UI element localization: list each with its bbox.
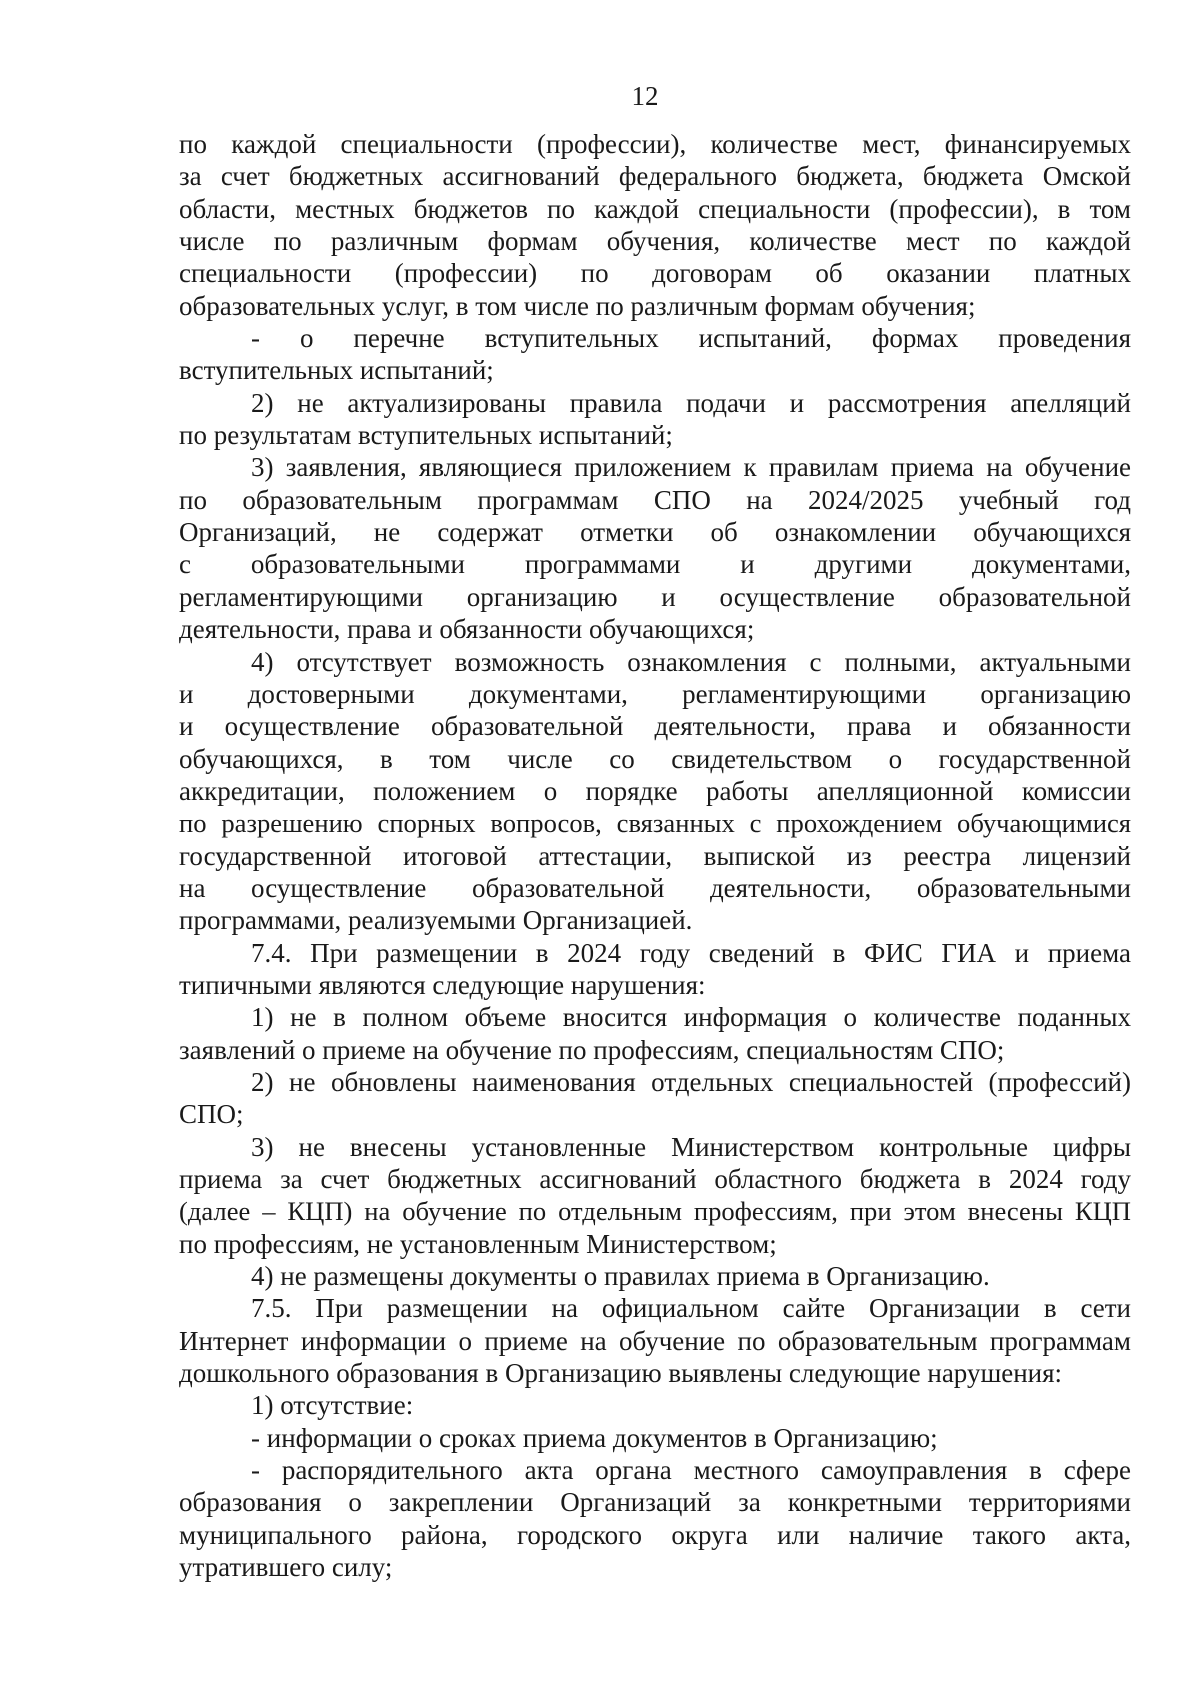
text-line: с образовательными программами и другими документами, (179, 549, 1131, 580)
text-line: 7.4. При размещении в 2024 году сведений в ФИС ГИА и приема (251, 937, 1131, 968)
text-line: образования о закреплении Организаций за конкретными территориями (179, 1487, 1131, 1518)
text-line: на осуществление образовательной деятельности, образовательными (179, 872, 1131, 903)
text-line: по профессиям, не установленным Министерством; (179, 1228, 777, 1259)
text-line: деятельности, права и обязанности обучающихся; (179, 614, 755, 645)
text-line: и достоверными документами, регламентирующими организацию (179, 678, 1131, 709)
text-line: 3) заявления, являющиеся приложением к правилам приема на обучение (251, 452, 1131, 483)
text-line: обучающихся, в том числе со свидетельством о государственной (179, 743, 1131, 774)
text-line: образовательных услуг, в том числе по различным формам обучения; (179, 290, 976, 321)
text-line: 7.5. При размещении на официальном сайте Организации в сети (251, 1293, 1131, 1324)
text-line: области, местных бюджетов по каждой специальности (профессии), в том (179, 193, 1131, 224)
text-line: 1) отсутствие: (251, 1390, 414, 1421)
text-line: по разрешению спорных вопросов, связанных с прохождением обучающимися (179, 808, 1131, 839)
text-line: муниципального района, городского округа или наличие такого акта, (179, 1519, 1131, 1550)
text-line: специальности (профессии) по договорам об оказании платных (179, 258, 1131, 289)
text-line: 3) не внесены установленные Министерством контрольные цифры (251, 1131, 1131, 1162)
text-line: дошкольного образования в Организацию выявлены следующие нарушения: (179, 1358, 1063, 1389)
text-line: вступительных испытаний; (179, 355, 494, 386)
text-line: Интернет информации о приеме на обучение по образовательным программам (179, 1325, 1131, 1356)
text-line: аккредитации, положением о порядке работы апелляционной комиссии (179, 775, 1131, 806)
text-line: 2) не актуализированы правила подачи и рассмотрения апелляций (251, 387, 1131, 418)
text-line: 4) отсутствует возможность ознакомления с полными, актуальными (251, 646, 1131, 677)
text-line: - распорядительного акта органа местного самоуправления в сфере (251, 1455, 1131, 1486)
text-line: числе по различным формам обучения, количестве мест по каждой (179, 226, 1131, 257)
text-line: по результатам вступительных испытаний; (179, 420, 673, 451)
text-line: по образовательным программам СПО на 2024/2025 учебный год (179, 484, 1131, 515)
text-line: 4) не размещены документы о правилах приема в Организацию. (251, 1261, 990, 1292)
text-line: за счет бюджетных ассигнований федерального бюджета, бюджета Омской (179, 161, 1131, 192)
text-line: СПО; (179, 1099, 244, 1130)
text-line: - информации о сроках приема документов в Организацию; (251, 1422, 938, 1453)
text-line: программами, реализуемыми Организацией. (179, 905, 693, 936)
text-line: приема за счет бюджетных ассигнований областного бюджета в 2024 году (179, 1164, 1131, 1194)
text-line: - о перечне вступительных испытаний, формах проведения (251, 323, 1131, 354)
page-number: 12 (631, 81, 659, 111)
text-line: государственной итоговой аттестации, выпиской из реестра лицензий (179, 840, 1131, 871)
text-line: Организаций, не содержат отметки об ознакомлении обучающихся (179, 517, 1131, 548)
document-body (179, 128, 1131, 1583)
text-line: утратившего силу; (179, 1552, 393, 1583)
text-line: 1) не в полном объеме вносится информация о количестве поданных (251, 1002, 1131, 1033)
text-line: типичными являются следующие нарушения: (179, 969, 706, 1000)
text-line: (далее – КЦП) на обучение по отдельным профессиям, при этом внесены КЦП (179, 1196, 1131, 1227)
text-line: и осуществление образовательной деятельности, права и обязанности (179, 711, 1131, 742)
text-line: по каждой специальности (профессии), количестве мест, финансируемых (179, 129, 1131, 159)
text-line: заявлений о приеме на обучение по профессиям, специальностям СПО; (179, 1034, 1005, 1065)
text-line: регламентирующими организацию и осуществление образовательной (179, 581, 1131, 612)
text-line: 2) не обновлены наименования отдельных специальностей (профессий) (251, 1066, 1131, 1097)
